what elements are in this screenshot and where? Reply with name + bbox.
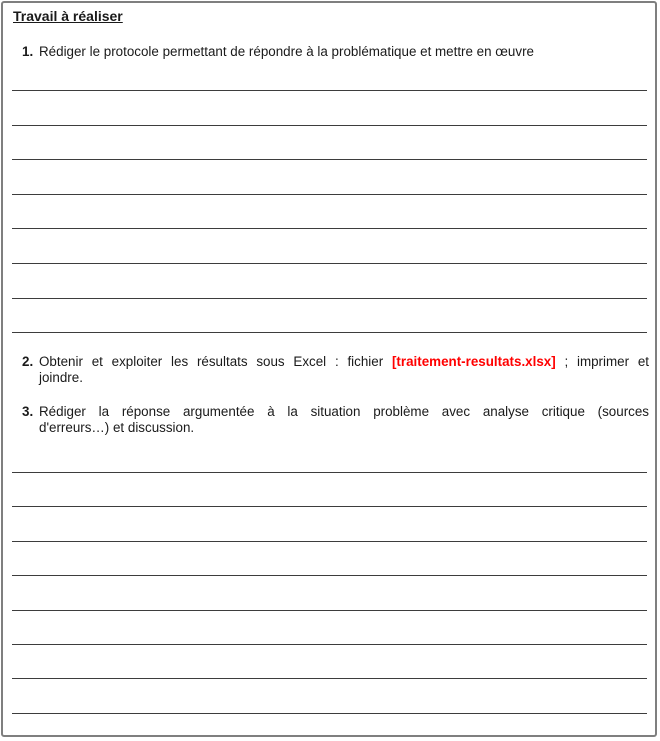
- task-3-number: 3.: [22, 404, 34, 419]
- task-2-text-line-1: [39, 354, 649, 370]
- task-2-number: 2.: [22, 354, 34, 369]
- task-2-text-line-2: joindre.: [39, 369, 83, 385]
- task-item-2: [22, 354, 649, 386]
- task-3-text-line-2: d'erreurs…) et discussion.: [39, 419, 195, 435]
- answer-line: [12, 228, 647, 263]
- answer-line: [12, 575, 647, 609]
- task-2-text-after-filename: ; imprimer et: [555, 354, 650, 369]
- page-title: Travail à réaliser: [13, 8, 123, 24]
- task-3-text-line-1: Rédiger la réponse argumentée à la situation problème avec analyse critique (sources: [39, 404, 649, 419]
- answer-line: [12, 713, 647, 737]
- answer-line: [12, 194, 647, 229]
- answer-line: [12, 125, 647, 160]
- task-item-3: [22, 404, 649, 436]
- answer-line: [12, 472, 647, 506]
- answer-lines-section-2: [12, 472, 647, 737]
- worksheet-page: [1, 1, 657, 737]
- answer-line: [12, 90, 647, 125]
- answer-line: [12, 610, 647, 644]
- excel-filename: [traitement-resultats.xlsx]: [391, 354, 556, 369]
- answer-line: [12, 159, 647, 194]
- task-item-1: [22, 44, 649, 60]
- task-1-number: 1.: [22, 44, 34, 59]
- answer-line: [12, 541, 647, 575]
- answer-line: [12, 263, 647, 298]
- answer-lines-section-1: [12, 90, 650, 369]
- task-2-text-before-filename: Obtenir et exploiter les résultats sous Excel : fichier: [39, 354, 392, 369]
- answer-line: [12, 678, 647, 712]
- answer-line: [12, 644, 647, 678]
- answer-line: [12, 298, 647, 333]
- task-1-text: Rédiger le protocole permettant de répondre à la problématique et mettre en œuvre: [39, 44, 534, 59]
- answer-line: [12, 506, 647, 540]
